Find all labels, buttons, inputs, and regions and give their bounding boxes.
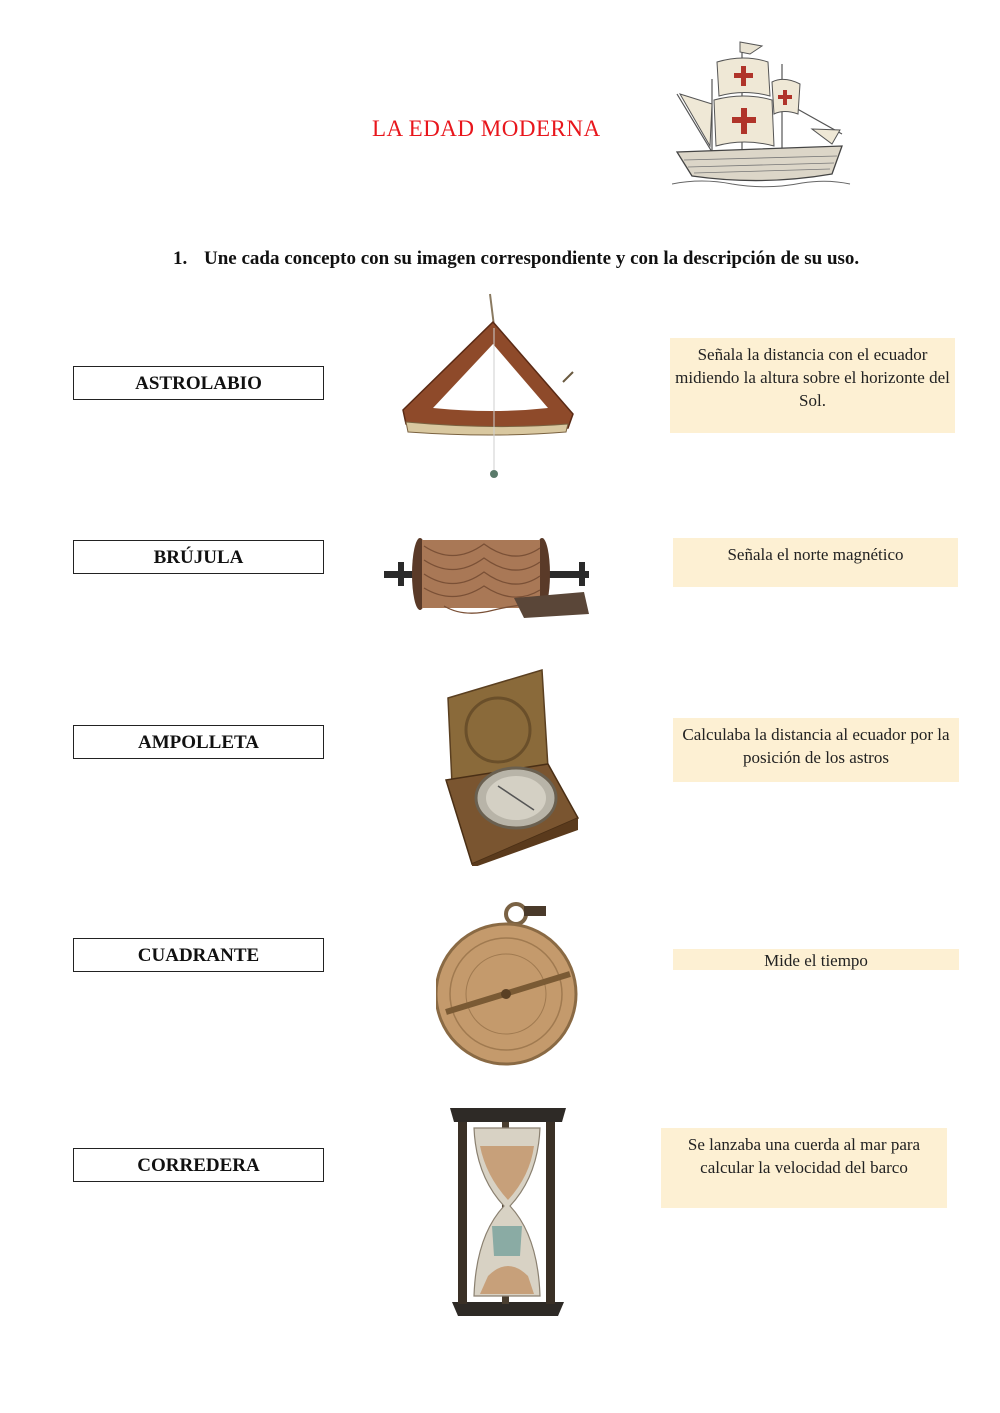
hourglass-icon[interactable] (448, 1106, 568, 1318)
compass-box-icon[interactable] (442, 668, 582, 866)
concept-box-ampolleta[interactable]: AMPOLLETA (73, 725, 324, 759)
description-box-1[interactable]: Señala la distancia con el ecuador midiendo la altura sobre el horizonte del Sol. (670, 338, 955, 433)
concept-box-brujula[interactable]: BRÚJULA (73, 540, 324, 574)
page-title: LA EDAD MODERNA (372, 116, 601, 141)
log-line-reel-icon[interactable] (384, 526, 599, 621)
concept-box-corredera[interactable]: CORREDERA (73, 1148, 324, 1182)
concept-box-astrolabio[interactable]: ASTROLABIO (73, 366, 324, 400)
description-box-2[interactable]: Señala el norte magnético (673, 538, 958, 587)
exercise-text: Une cada concepto con su imagen correspondiente y con la descripción de su uso. (204, 248, 860, 269)
description-box-5[interactable]: Se lanzaba una cuerda al mar para calcular la velocidad del barco (661, 1128, 947, 1208)
description-box-4[interactable]: Mide el tiempo (673, 949, 959, 970)
description-box-3[interactable]: Calculaba la distancia al ecuador por la posición de los astros (673, 718, 959, 782)
caravel-ship-icon (672, 34, 852, 194)
quadrant-icon[interactable] (398, 292, 588, 482)
concept-box-cuadrante[interactable]: CUADRANTE (73, 938, 324, 972)
astrolabe-icon[interactable] (436, 902, 596, 1070)
exercise-number: 1. (173, 248, 188, 269)
